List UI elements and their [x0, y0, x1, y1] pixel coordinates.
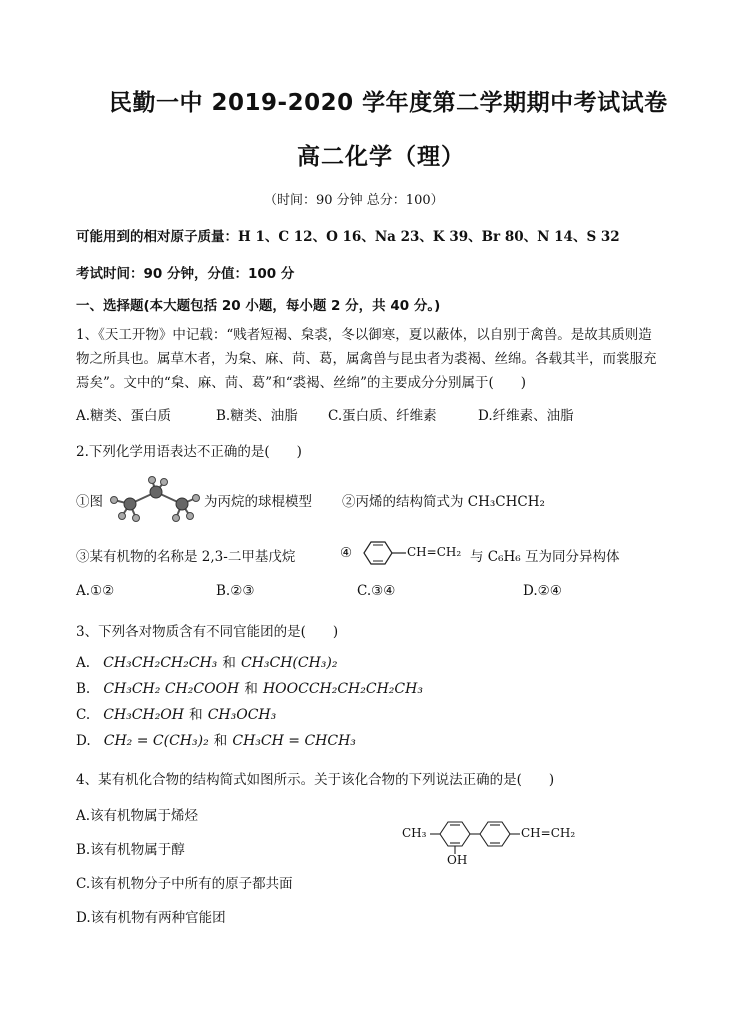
- q2-item2: ②丙烯的结构简式为 CH₃CHCH₂: [342, 494, 545, 510]
- q3-formula: CH₃CH₂CH₂CH₃: [103, 655, 218, 671]
- q4-option-b: B.该有机物属于醇: [76, 842, 185, 858]
- q2-text: 2.下列化学用语表达不正确的是( ): [76, 444, 302, 460]
- q2-item4-group: CH=CH₂: [407, 545, 462, 559]
- benzene-ring-icon: [354, 538, 406, 568]
- propane-ball-stick-model: [100, 474, 204, 524]
- time-info: （时间：90 分钟 总分：100）: [264, 193, 444, 208]
- q3-and: 和: [222, 655, 236, 671]
- q1-text: 1、《天工开物》中记载：“贱者短褐、枲裘，冬以御寒，夏以蔽体，以自别于禽兽。是故其质则造物之所具也。属草木者，为枲、麻、苘、葛，属禽兽与昆虫者为裘褐、丝绵。各载其半，而裳服充焉矣”。文中的“枲、麻、苘、葛”和“裘褐、丝绵”的主要成分分别属于( ): [76, 327, 657, 391]
- page-subtitle: 高二化学（理）: [297, 144, 465, 170]
- q3-and: 和: [213, 733, 228, 749]
- q2-item4-suffix: 与 C₆H₆ 互为同分异构体: [470, 549, 620, 565]
- atomic-mass-values: H 1、C 12、O 16、Na 23、K 39、Br 80、N 14、S 32: [238, 229, 620, 245]
- q2-option-c: C.③④: [357, 583, 396, 599]
- q4-vinyl-label: CH=CH₂: [521, 826, 576, 840]
- exam-time: 考试时间：90 分钟，分值：100 分: [76, 266, 295, 282]
- q4-option-d: D.该有机物有两种官能团: [76, 910, 226, 926]
- q2-option-d: D.②④: [523, 583, 562, 599]
- q1-option-d: D.纤维素、油脂: [478, 408, 574, 424]
- q3-option-label: C.: [76, 707, 91, 723]
- q3-option-c: [76, 703, 276, 723]
- q2-option-b: B.②③: [216, 583, 255, 599]
- atomic-mass-label: 可能用到的相对原子质量：: [76, 229, 238, 245]
- q4-text: 4、某有机化合物的结构简式如图所示。关于该化合物的下列说法正确的是( ): [76, 772, 555, 788]
- q3-option-label: A.: [76, 655, 91, 671]
- q3-option-a: [76, 651, 338, 671]
- q3-text: 3、下列各对物质含有不同官能团的是( ): [76, 624, 339, 640]
- q1-option-a: A.糖类、蛋白质: [76, 408, 172, 424]
- q3-formula: CH₃CH = CHCH₃: [232, 733, 356, 749]
- q3-formula: CH₃OCH₃: [207, 707, 277, 723]
- q3-option-label: D.: [76, 733, 91, 749]
- q3-formula: CH₂ = C(CH₃)₂: [103, 733, 209, 749]
- q1-option-c: C.蛋白质、纤维素: [328, 408, 437, 424]
- atomic-mass-line: [76, 225, 620, 245]
- q2-item1-suffix: 为丙烷的球棍模型: [204, 494, 312, 510]
- section-heading: 一、选择题(本大题包括 20 小题，每小题 2 分，共 40 分。): [76, 298, 441, 314]
- q4-option-c: C.该有机物分子中所有的原子都共面: [76, 876, 293, 892]
- q3-formula: CH₃CH₂OH: [103, 707, 184, 723]
- q3-formula: CH₃CH(CH₃)₂: [240, 655, 338, 671]
- q2-option-a: A.①②: [76, 583, 115, 599]
- q3-and: 和: [244, 681, 258, 697]
- q2-item3: ③某有机物的名称是 2,3-二甲基戊烷: [76, 549, 296, 565]
- q4-ch3-label: CH₃: [402, 826, 427, 840]
- q3-option-d: [76, 729, 356, 749]
- q3-formula: HOOCCH₂CH₂CH₂CH₃: [262, 681, 423, 697]
- q4-option-a: A.该有机物属于烯烃: [76, 808, 199, 824]
- q3-formula: CH₃CH₂ CH₂COOH: [103, 681, 240, 697]
- q3-and: 和: [189, 707, 203, 723]
- q1-option-b: B.糖类、油脂: [216, 408, 298, 424]
- page-title: 民勤一中 2019-2020 学年度第二学期期中考试试卷: [109, 90, 668, 116]
- q3-option-b: [76, 677, 423, 697]
- q2-item4-prefix: ④: [340, 545, 353, 561]
- q2-item1-prefix: ①图: [76, 494, 103, 510]
- q3-option-label: B.: [76, 681, 91, 697]
- q4-oh-label: OH: [447, 853, 468, 867]
- biphenyl-structure-diagram: [400, 810, 570, 872]
